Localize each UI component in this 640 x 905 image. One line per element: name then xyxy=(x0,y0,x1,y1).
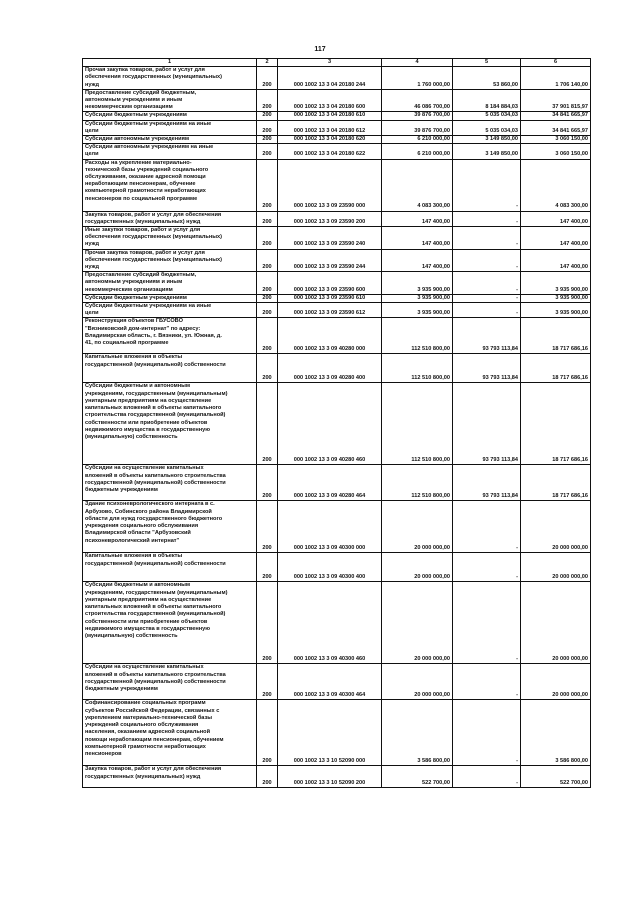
row-executed-amount: - xyxy=(453,553,521,582)
row-approved-amount: 3 935 900,00 xyxy=(382,272,453,295)
column-header: 2 xyxy=(257,59,278,67)
row-name: Закупка товаров, работ и услуг для обеспечения государственных (муниципальных) нужд xyxy=(83,211,257,226)
table-row xyxy=(83,383,591,465)
row-name: Субсидии бюджетным и автономным учреждениям, государственным (муниципальным) унитарным предприятиям на осуществление капитальных вложений в объекты капитального строительства государственной (муниципальной) собственности или приобретение объектов недвижимого имущества в государственную (муниципальную) собственность xyxy=(83,582,257,664)
row-budget-code: 000 1002 13 3 09 23590 244 xyxy=(278,249,382,272)
table-row xyxy=(83,553,591,582)
row-budget-code: 000 1002 13 3 09 40280 464 xyxy=(278,465,382,501)
row-unexecuted-amount: 18 717 686,16 xyxy=(521,383,591,465)
row-name: Субсидии бюджетным учреждениям xyxy=(83,294,257,302)
table-row xyxy=(83,67,591,90)
row-executed-amount: - xyxy=(453,582,521,664)
row-approved-amount: 46 086 700,00 xyxy=(382,89,453,112)
row-budget-code: 000 1002 13 3 04 20180 620 xyxy=(278,136,382,144)
row-executed-amount: - xyxy=(453,303,521,318)
row-unexecuted-amount: 4 083 300,00 xyxy=(521,159,591,211)
row-unexecuted-amount: 522 700,00 xyxy=(521,766,591,788)
row-executed-amount: 5 035 034,03 xyxy=(453,112,521,120)
table-row xyxy=(83,136,591,144)
row-unexecuted-amount: 34 841 665,97 xyxy=(521,120,591,135)
column-header: 5 xyxy=(453,59,521,67)
row-executed-amount: - xyxy=(453,159,521,211)
row-approved-amount: 522 700,00 xyxy=(382,766,453,788)
row-approved-amount: 147 400,00 xyxy=(382,249,453,272)
row-line-code: 200 xyxy=(257,272,278,295)
row-approved-amount: 112 510 800,00 xyxy=(382,383,453,465)
table-row xyxy=(83,303,591,318)
row-budget-code: 000 1002 13 3 09 40300 460 xyxy=(278,582,382,664)
table-row xyxy=(83,294,591,302)
row-name: Субсидии бюджетным учреждениям на иные цели xyxy=(83,303,257,318)
row-name: Субсидии бюджетным учреждениям на иные цели xyxy=(83,120,257,135)
row-name: Субсидии бюджетным учреждениям xyxy=(83,112,257,120)
table-row xyxy=(83,582,591,664)
row-unexecuted-amount: 18 717 686,16 xyxy=(521,318,591,354)
row-executed-amount: - xyxy=(453,272,521,295)
row-unexecuted-amount: 147 400,00 xyxy=(521,249,591,272)
row-budget-code: 000 1002 13 3 09 40300 400 xyxy=(278,553,382,582)
row-approved-amount: 39 876 700,00 xyxy=(382,112,453,120)
row-line-code: 200 xyxy=(257,354,278,383)
row-line-code: 200 xyxy=(257,112,278,120)
row-line-code: 200 xyxy=(257,211,278,226)
row-executed-amount: - xyxy=(453,501,521,553)
table-body xyxy=(83,67,591,788)
row-approved-amount: 6 210 000,00 xyxy=(382,136,453,144)
row-approved-amount: 20 000 000,00 xyxy=(382,501,453,553)
row-executed-amount: 93 793 113,84 xyxy=(453,465,521,501)
table-header-row xyxy=(83,59,591,67)
row-approved-amount: 6 210 000,00 xyxy=(382,144,453,159)
row-unexecuted-amount: 20 000 000,00 xyxy=(521,501,591,553)
row-name: Субсидии автономным учреждениям xyxy=(83,136,257,144)
row-approved-amount: 147 400,00 xyxy=(382,227,453,250)
row-unexecuted-amount: 20 000 000,00 xyxy=(521,553,591,582)
row-budget-code: 000 1002 13 3 09 23590 240 xyxy=(278,227,382,250)
row-line-code: 200 xyxy=(257,89,278,112)
row-approved-amount: 3 586 800,00 xyxy=(382,700,453,766)
row-line-code: 200 xyxy=(257,383,278,465)
row-approved-amount: 112 510 800,00 xyxy=(382,318,453,354)
row-unexecuted-amount: 3 935 900,00 xyxy=(521,272,591,295)
row-approved-amount: 147 400,00 xyxy=(382,211,453,226)
row-executed-amount: 93 793 113,84 xyxy=(453,383,521,465)
table-row xyxy=(83,159,591,211)
row-executed-amount: 3 149 850,00 xyxy=(453,144,521,159)
row-line-code: 200 xyxy=(257,159,278,211)
row-unexecuted-amount: 34 841 665,97 xyxy=(521,112,591,120)
row-name: Капитальные вложения в объекты государственной (муниципальной) собственности xyxy=(83,553,257,582)
row-budget-code: 000 1002 13 3 09 23590 200 xyxy=(278,211,382,226)
row-budget-code: 000 1002 13 3 09 40280 400 xyxy=(278,354,382,383)
row-approved-amount: 1 760 000,00 xyxy=(382,67,453,90)
row-line-code: 200 xyxy=(257,67,278,90)
row-executed-amount: - xyxy=(453,211,521,226)
table-row xyxy=(83,700,591,766)
row-approved-amount: 39 876 700,00 xyxy=(382,120,453,135)
row-name: Субсидии автономным учреждениям на иные цели xyxy=(83,144,257,159)
table-row xyxy=(83,112,591,120)
row-budget-code: 000 1002 13 3 04 20180 610 xyxy=(278,112,382,120)
table-row xyxy=(83,664,591,700)
row-budget-code: 000 1002 13 3 10 52090 200 xyxy=(278,766,382,788)
row-executed-amount: - xyxy=(453,227,521,250)
row-name: Здание психоневрологического интерната в с. Арбузово, Собинского района Владимирской области для нужд государственного бюджетного учреждения социального обслуживания Владимирской области "Арбузовский психоневрологический интернат" xyxy=(83,501,257,553)
row-line-code: 200 xyxy=(257,303,278,318)
row-executed-amount: 5 035 034,03 xyxy=(453,120,521,135)
row-unexecuted-amount: 20 000 000,00 xyxy=(521,582,591,664)
row-name: Прочая закупка товаров, работ и услуг для обеспечения государственных (муниципальных) нужд xyxy=(83,67,257,90)
row-unexecuted-amount: 20 000 000,00 xyxy=(521,664,591,700)
row-unexecuted-amount: 147 400,00 xyxy=(521,211,591,226)
table-row xyxy=(83,249,591,272)
row-unexecuted-amount: 1 706 140,00 xyxy=(521,67,591,90)
row-approved-amount: 112 510 800,00 xyxy=(382,465,453,501)
page-number: 117 xyxy=(314,46,326,53)
table-row xyxy=(83,211,591,226)
row-approved-amount: 3 935 900,00 xyxy=(382,294,453,302)
row-name: Реконструкция объектов ГБУСОВО "Вязниковский дом-интернат" по адресу: Владимирская область, г. Вязники, ул. Южная, д. 41, по социальной программе xyxy=(83,318,257,354)
table-row xyxy=(83,501,591,553)
row-line-code: 200 xyxy=(257,249,278,272)
row-line-code: 200 xyxy=(257,700,278,766)
row-unexecuted-amount: 3 935 900,00 xyxy=(521,294,591,302)
row-line-code: 200 xyxy=(257,582,278,664)
row-budget-code: 000 1002 13 3 09 23590 600 xyxy=(278,272,382,295)
row-unexecuted-amount: 3 060 150,00 xyxy=(521,144,591,159)
row-executed-amount: 3 149 850,00 xyxy=(453,136,521,144)
row-executed-amount: - xyxy=(453,700,521,766)
row-approved-amount: 4 083 300,00 xyxy=(382,159,453,211)
row-unexecuted-amount: 3 586 800,00 xyxy=(521,700,591,766)
row-name: Прочая закупка товаров, работ и услуг для обеспечения государственных (муниципальных) нужд xyxy=(83,249,257,272)
table-row xyxy=(83,144,591,159)
column-header: 3 xyxy=(278,59,382,67)
table-row xyxy=(83,272,591,295)
row-name: Софинансирование социальных программ субъектов Российской Федерации, связанных с укреплением материально-технической базы учреждений социального обслуживания населения, оказанием адресной социальной помощи неработающим пенсионерам, обучением компьютерной грамотности неработающих пенсионеров xyxy=(83,700,257,766)
row-budget-code: 000 1002 13 3 09 23590 612 xyxy=(278,303,382,318)
row-name: Закупка товаров, работ и услуг для обеспечения государственных (муниципальных) нужд xyxy=(83,766,257,788)
row-line-code: 200 xyxy=(257,766,278,788)
table-row xyxy=(83,318,591,354)
table-row xyxy=(83,89,591,112)
row-budget-code: 000 1002 13 3 09 23590 610 xyxy=(278,294,382,302)
row-budget-code: 000 1002 13 3 04 20180 612 xyxy=(278,120,382,135)
row-approved-amount: 112 510 800,00 xyxy=(382,354,453,383)
row-line-code: 200 xyxy=(257,294,278,302)
table-row xyxy=(83,120,591,135)
row-executed-amount: 93 793 113,84 xyxy=(453,318,521,354)
row-line-code: 200 xyxy=(257,465,278,501)
row-executed-amount: - xyxy=(453,664,521,700)
row-budget-code: 000 1002 13 3 09 40280 460 xyxy=(278,383,382,465)
row-name: Расходы на укрепление материально- технической базы учреждений социального обслуживания, оказание адресной помощи неработающим пенсионерам, обучение компьютерной грамотности неработающих пенсионеров по социальной программе xyxy=(83,159,257,211)
row-executed-amount: 8 184 884,03 xyxy=(453,89,521,112)
row-line-code: 200 xyxy=(257,553,278,582)
row-line-code: 200 xyxy=(257,318,278,354)
row-executed-amount: 53 860,00 xyxy=(453,67,521,90)
row-approved-amount: 3 935 900,00 xyxy=(382,303,453,318)
column-header: 1 xyxy=(83,59,257,67)
row-unexecuted-amount: 147 400,00 xyxy=(521,227,591,250)
row-name: Предоставление субсидий бюджетным, автономным учреждениям и иным некоммерческим организациям xyxy=(83,272,257,295)
table-row xyxy=(83,354,591,383)
row-executed-amount: - xyxy=(453,249,521,272)
row-budget-code: 000 1002 13 3 04 20180 622 xyxy=(278,144,382,159)
row-unexecuted-amount: 18 717 686,16 xyxy=(521,465,591,501)
row-budget-code: 000 1002 13 3 09 40280 000 xyxy=(278,318,382,354)
table-row xyxy=(83,465,591,501)
row-executed-amount: - xyxy=(453,766,521,788)
row-unexecuted-amount: 37 901 815,97 xyxy=(521,89,591,112)
row-name: Субсидии на осуществление капитальных вложений в объекты капитального строительства государственной (муниципальной) собственности бюджетным учреждениям xyxy=(83,664,257,700)
table-row xyxy=(83,766,591,788)
row-approved-amount: 20 000 000,00 xyxy=(382,664,453,700)
column-header: 6 xyxy=(521,59,591,67)
row-line-code: 200 xyxy=(257,120,278,135)
row-unexecuted-amount: 3 060 150,00 xyxy=(521,136,591,144)
row-budget-code: 000 1002 13 3 09 23590 000 xyxy=(278,159,382,211)
row-name: Иные закупки товаров, работ и услуг для обеспечения государственных (муниципальных) нужд xyxy=(83,227,257,250)
column-header: 4 xyxy=(382,59,453,67)
row-budget-code: 000 1002 13 3 09 40300 464 xyxy=(278,664,382,700)
row-executed-amount: 93 793 113,84 xyxy=(453,354,521,383)
row-line-code: 200 xyxy=(257,227,278,250)
row-approved-amount: 20 000 000,00 xyxy=(382,582,453,664)
row-executed-amount: - xyxy=(453,294,521,302)
row-name: Капитальные вложения в объекты государственной (муниципальной) собственности xyxy=(83,354,257,383)
row-line-code: 200 xyxy=(257,664,278,700)
row-name: Субсидии на осуществление капитальных вложений в объекты капитального строительства государственной (муниципальной) собственности бюджетным учреждениям xyxy=(83,465,257,501)
row-budget-code: 000 1002 13 3 09 40300 000 xyxy=(278,501,382,553)
table-row xyxy=(83,227,591,250)
row-unexecuted-amount: 3 935 900,00 xyxy=(521,303,591,318)
row-unexecuted-amount: 18 717 686,16 xyxy=(521,354,591,383)
budget-execution-table xyxy=(82,58,591,788)
row-budget-code: 000 1002 13 3 04 20180 244 xyxy=(278,67,382,90)
row-budget-code: 000 1002 13 3 04 20180 600 xyxy=(278,89,382,112)
row-name: Предоставление субсидий бюджетным, автономным учреждениям и иным некоммерческим организациям xyxy=(83,89,257,112)
row-line-code: 200 xyxy=(257,136,278,144)
row-line-code: 200 xyxy=(257,144,278,159)
row-name: Субсидии бюджетным и автономным учреждениям, государственным (муниципальным) унитарным предприятиям на осуществление капитальных вложений в объекты капитального строительства государственной (муниципальной) собственности или приобретение объектов недвижимого имущества в государственную (муниципальную) собственность xyxy=(83,383,257,465)
row-approved-amount: 20 000 000,00 xyxy=(382,553,453,582)
row-budget-code: 000 1002 13 3 10 52090 000 xyxy=(278,700,382,766)
row-line-code: 200 xyxy=(257,501,278,553)
